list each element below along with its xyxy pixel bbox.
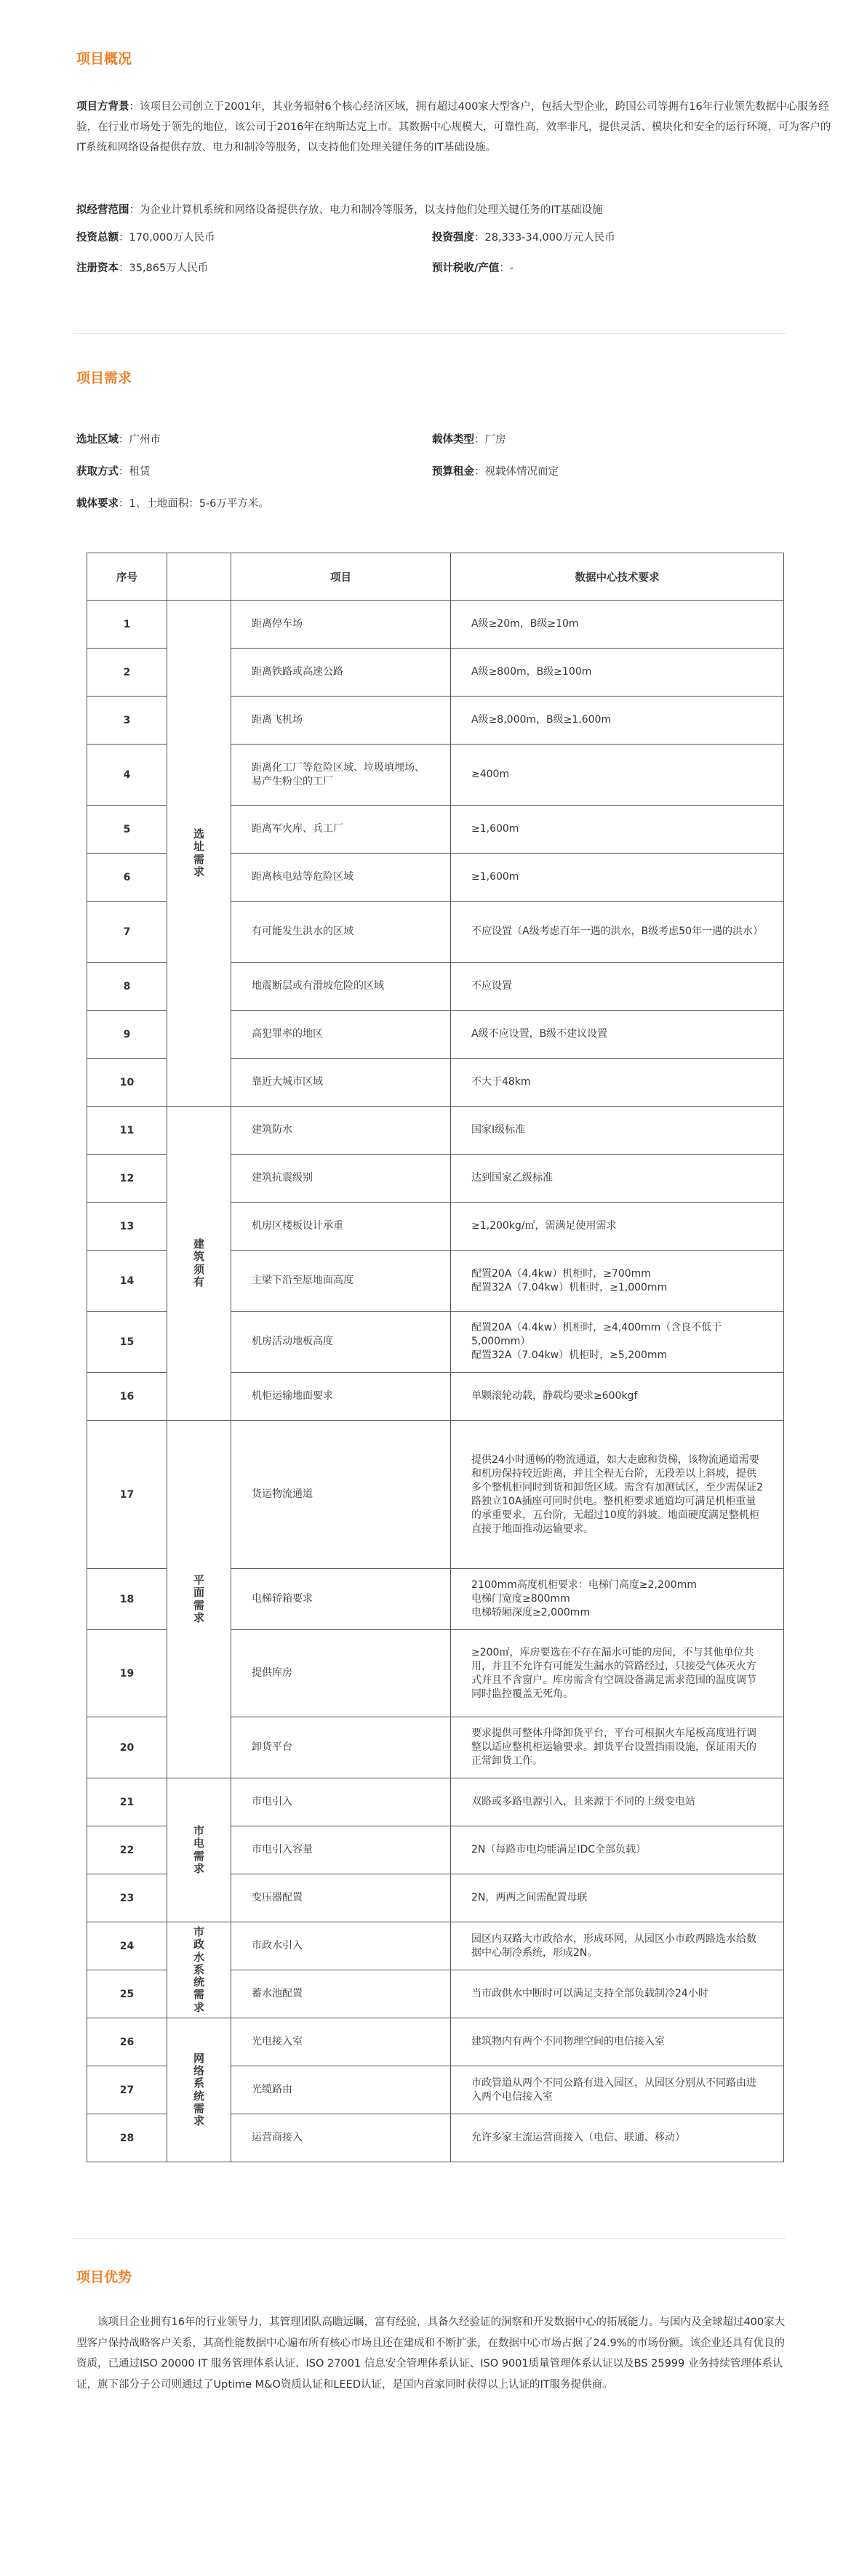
row-item: 电梯轿箱要求 <box>231 1569 451 1630</box>
carrier-requirement <box>76 496 269 512</box>
carrier-label: 载体类型 <box>432 434 474 446</box>
row-number: 2 <box>87 649 167 697</box>
row-item: 主梁下沿至原地面高度 <box>231 1251 451 1312</box>
row-requirement: 当市政供水中断时可以满足支持全部负载制冷24小时 <box>451 1970 784 2018</box>
row-number: 10 <box>87 1059 167 1107</box>
demand-title: 项目需求 <box>76 370 132 386</box>
area-text: ：广州市 <box>119 434 161 446</box>
acquire-method <box>76 464 151 480</box>
overview-title: 项目概况 <box>76 51 132 67</box>
row-item: 变压器配置 <box>231 1874 451 1922</box>
row-item: 提供库房 <box>231 1630 451 1717</box>
row-item: 距离军火库、兵工厂 <box>231 806 451 854</box>
category-label: 市电需求 <box>193 1824 204 1875</box>
expected-tax <box>432 260 514 276</box>
row-number: 13 <box>87 1203 167 1251</box>
row-requirement: 市政管道从两个不同公路有进入园区，从园区分别从不同路由进入两个电信接入室 <box>451 2066 784 2114</box>
background-label: 项目方背景 <box>76 101 129 113</box>
row-item: 运营商接入 <box>231 2114 451 2162</box>
row-requirement: 允许多家主流运营商接入（电信、联通、移动） <box>451 2114 784 2162</box>
category-cell <box>167 1421 231 1778</box>
row-requirement: 不应设置（A级考虑百年一遇的洪水，B级考虑50年一遇的洪水） <box>451 902 784 963</box>
tax-label: 预计税收/产值 <box>432 262 500 274</box>
budget-rent <box>432 464 559 480</box>
category-label: 网络系统需求 <box>193 2051 204 2127</box>
row-number: 12 <box>87 1155 167 1203</box>
row-item: 蓄水池配置 <box>231 1970 451 2018</box>
category-cell <box>167 601 231 1107</box>
row-number: 4 <box>87 745 167 806</box>
scope-text: ：为企业计算机系统和网络设备提供存放、电力和制冷等服务，以支持他们处理关键任务的IT基础设施 <box>129 204 603 216</box>
row-number: 18 <box>87 1569 167 1630</box>
row-item: 市政水引入 <box>231 1922 451 1970</box>
carrier-type <box>432 432 506 448</box>
carrier-text: ：厂房 <box>474 434 506 446</box>
row-number: 21 <box>87 1778 167 1826</box>
row-item: 距离铁路或高速公路 <box>231 649 451 697</box>
row-requirement: 配置20A（4.4kw）机柜时，≥700mm 配置32A（7.04kw）机柜时，≥1,000mm <box>451 1251 784 1312</box>
row-number: 23 <box>87 1874 167 1922</box>
row-number: 26 <box>87 2018 167 2066</box>
row-number: 20 <box>87 1717 167 1778</box>
row-requirement: 2N，两两之间需配置母联 <box>451 1874 784 1922</box>
row-item: 距离停车场 <box>231 601 451 649</box>
intensity-label: 投资强度 <box>432 232 474 244</box>
row-number: 1 <box>87 601 167 649</box>
row-number: 17 <box>87 1421 167 1569</box>
divider-2 <box>73 2238 786 2239</box>
carrier-req-label: 载体要求 <box>76 498 119 510</box>
row-requirement: 单颗滚轮动载，静载均要求≥600kgf <box>451 1373 784 1421</box>
row-requirement: 园区内双路大市政给水，形成环网，从园区小市政两路选水给数据中心制冷系统，形成2N。 <box>451 1922 784 1970</box>
row-requirement: A级≥20m，B级≥10m <box>451 601 784 649</box>
row-requirement: ≥1,600m <box>451 854 784 902</box>
background-paragraph <box>76 97 840 158</box>
row-number: 7 <box>87 902 167 963</box>
table-row <box>87 601 784 649</box>
method-text: ：租赁 <box>119 466 151 478</box>
investment-total <box>76 230 215 246</box>
row-item: 距离飞机场 <box>231 697 451 745</box>
header-requirement: 数据中心技术要求 <box>451 553 784 601</box>
header-item: 项目 <box>231 553 451 601</box>
category-cell <box>167 2018 231 2162</box>
row-requirement: 国家Ⅰ级标准 <box>451 1107 784 1155</box>
row-number: 6 <box>87 854 167 902</box>
registered-capital <box>76 260 208 276</box>
category-label: 市政水系统需求 <box>193 1925 204 2014</box>
divider-1 <box>73 333 786 334</box>
row-item: 光缆路由 <box>231 2066 451 2114</box>
table-row <box>87 2018 784 2066</box>
row-requirement: A级≥8,000m，B级≥1,600m <box>451 697 784 745</box>
row-number: 22 <box>87 1826 167 1874</box>
row-requirement: 要求提供可整体升降卸货平台，平台可根据火车尾板高度进行调整以适应整机柜运输要求。卸货平台设置挡雨设施，保证雨天的正常卸货工作。 <box>451 1717 784 1778</box>
row-number: 24 <box>87 1922 167 1970</box>
advantage-title: 项目优势 <box>76 2269 132 2285</box>
category-cell <box>167 1107 231 1421</box>
row-requirement: 不大于48km <box>451 1059 784 1107</box>
row-item: 机房活动地板高度 <box>231 1312 451 1373</box>
capital-label: 注册资本 <box>76 262 119 274</box>
area-label: 选址区域 <box>76 434 119 446</box>
row-requirement: 2N（每路市电均能满足IDC全部负载） <box>451 1826 784 1874</box>
table-row <box>87 1778 784 1826</box>
row-requirement: A级不应设置，B级不建议设置 <box>451 1011 784 1059</box>
capital-text: ：35,865万人民币 <box>119 262 209 274</box>
row-item: 高犯罪率的地区 <box>231 1011 451 1059</box>
row-requirement: A级≥800m，B级≥100m <box>451 649 784 697</box>
row-item: 市电引入容量 <box>231 1826 451 1874</box>
row-requirement: ≥400m <box>451 745 784 806</box>
table-row <box>87 1107 784 1155</box>
category-cell <box>167 1922 231 2018</box>
row-number: 9 <box>87 1011 167 1059</box>
carrier-req-text: ：1、土地面积：5-6万平方米。 <box>119 498 269 510</box>
advantage-paragraph: 该项目企业拥有16年的行业领导力，其管理团队高瞻远瞩，富有经验，具备久经验证的洞察和开发数据中心的拓展能力。与国内及全球超过400家大型客户保持战略客户关系，其高性能数据中心遍布所有核心市场且还在建成和不断扩张，在数据中心市场占据了24.9%的市场份额。该企业还具有优良的资质，已通过ISO 20000 IT 服务管理体系认证、ISO 27001 信息安全管理体系认证、ISO 9001质量管理体系认证以及BS 25999 业务持续管理体系认证，旗下部分子公司则通过了Uptime M&O资质认证和LEED认证，是国内首家同时获得以上认证的IT服务提供商。 <box>76 2316 786 2391</box>
row-requirement: 提供24小时通畅的物流通道，如大走廊和货梯，该物流通道需要和机房保持较近距离，并且全程无台阶，无段差以上斜坡，提供多个整机柜同时到货和卸货区域。需含有加测试区，至少需保证2路独立10A插座可同时供电。整机柜要求通道均可满足机柜重量的承重要求，五台阶，无超过10度的斜坡。地面硬度满足整机柜直接于地面推动运输要求。 <box>451 1421 784 1569</box>
row-requirement: 建筑物内有两个不同物理空间的电信接入室 <box>451 2018 784 2066</box>
category-label: 选址需求 <box>193 827 204 878</box>
row-requirement: 配置20A（4.4kw）机柜时，≥4,400mm（含良不低于5,000mm） 配置32A（7.04kw）机柜时，≥5,200mm <box>451 1312 784 1373</box>
category-label: 平面需求 <box>193 1573 204 1624</box>
category-label: 建筑须有 <box>193 1237 204 1288</box>
row-number: 5 <box>87 806 167 854</box>
row-item: 光电接入室 <box>231 2018 451 2066</box>
row-item: 机柜运输地面要求 <box>231 1373 451 1421</box>
row-item: 靠近大城市区域 <box>231 1059 451 1107</box>
row-item: 机房区楼板设计承重 <box>231 1203 451 1251</box>
row-item: 距离化工厂等危险区域、垃圾填埋场、易产生粉尘的工厂 <box>231 745 451 806</box>
row-number: 11 <box>87 1107 167 1155</box>
row-item: 建筑抗震级别 <box>231 1155 451 1203</box>
row-requirement: 不应设置 <box>451 963 784 1011</box>
scope-paragraph <box>76 200 840 220</box>
row-number: 16 <box>87 1373 167 1421</box>
row-item: 有可能发生洪水的区域 <box>231 902 451 963</box>
header-category <box>167 553 231 601</box>
row-requirement: ≥1,200kg/㎡，需满足使用需求 <box>451 1203 784 1251</box>
row-item: 货运物流通道 <box>231 1421 451 1569</box>
row-item: 市电引入 <box>231 1778 451 1826</box>
requirements-table <box>87 553 784 2162</box>
row-number: 27 <box>87 2066 167 2114</box>
table-header-row <box>87 553 784 601</box>
tax-text: ：- <box>499 262 514 274</box>
row-number: 15 <box>87 1312 167 1373</box>
row-item: 建筑防水 <box>231 1107 451 1155</box>
row-requirement: 达到国家乙级标准 <box>451 1155 784 1203</box>
budget-text: ：视载体情况而定 <box>474 466 559 478</box>
investment-label: 投资总额 <box>76 232 119 244</box>
row-number: 25 <box>87 1970 167 2018</box>
scope-label: 拟经营范围 <box>76 204 129 216</box>
row-item: 距离核电站等危险区域 <box>231 854 451 902</box>
row-item: 地震断层或有滑坡危险的区域 <box>231 963 451 1011</box>
header-no: 序号 <box>87 553 167 601</box>
row-number: 14 <box>87 1251 167 1312</box>
row-requirement: ≥200㎡，库房要选在不存在漏水可能的房间，不与其他单位共用，并且不允许有可能发生漏水的管路经过，只接受气体灭火方式并且不含窗户。库房需含有空调设备满足需求范围的温度调节同时监控覆盖无死角。 <box>451 1630 784 1717</box>
row-number: 3 <box>87 697 167 745</box>
investment-intensity <box>432 230 615 246</box>
budget-label: 预算租金 <box>432 466 474 478</box>
table-row <box>87 1421 784 1569</box>
method-label: 获取方式 <box>76 466 119 478</box>
row-requirement: 双路或多路电源引入，且来源于不同的上级变电站 <box>451 1778 784 1826</box>
investment-text: ：170,000万人民币 <box>119 232 215 244</box>
row-requirement: 2100mm高度机柜要求：电梯门高度≥2,200mm 电梯门宽度≥800mm 电梯轿厢深度≥2,000mm <box>451 1569 784 1630</box>
row-number: 19 <box>87 1630 167 1717</box>
row-number: 8 <box>87 963 167 1011</box>
row-requirement: ≥1,600m <box>451 806 784 854</box>
area <box>76 432 161 448</box>
row-item: 卸货平台 <box>231 1717 451 1778</box>
table-row <box>87 1922 784 1970</box>
background-text: ：该项目公司创立于2001年，其业务辐射6个核心经济区域，拥有超过400家大型客户，包括大型企业，跨国公司等拥有16年行业领先数据中心服务经验，在行业市场处于领先的地位，该公司于2016年在纳斯达克上市。其数据中心规模大，可靠性高，效率非凡，提供灵活、模块化和安全的运行环境，可为客户的IT系统和网络设备提供存放、电力和制冷等服务，以支持他们处理关键任务的IT基础设施。 <box>76 101 831 153</box>
row-number: 28 <box>87 2114 167 2162</box>
category-cell <box>167 1778 231 1922</box>
intensity-text: ：28,333-34,000万元人民币 <box>474 232 615 244</box>
